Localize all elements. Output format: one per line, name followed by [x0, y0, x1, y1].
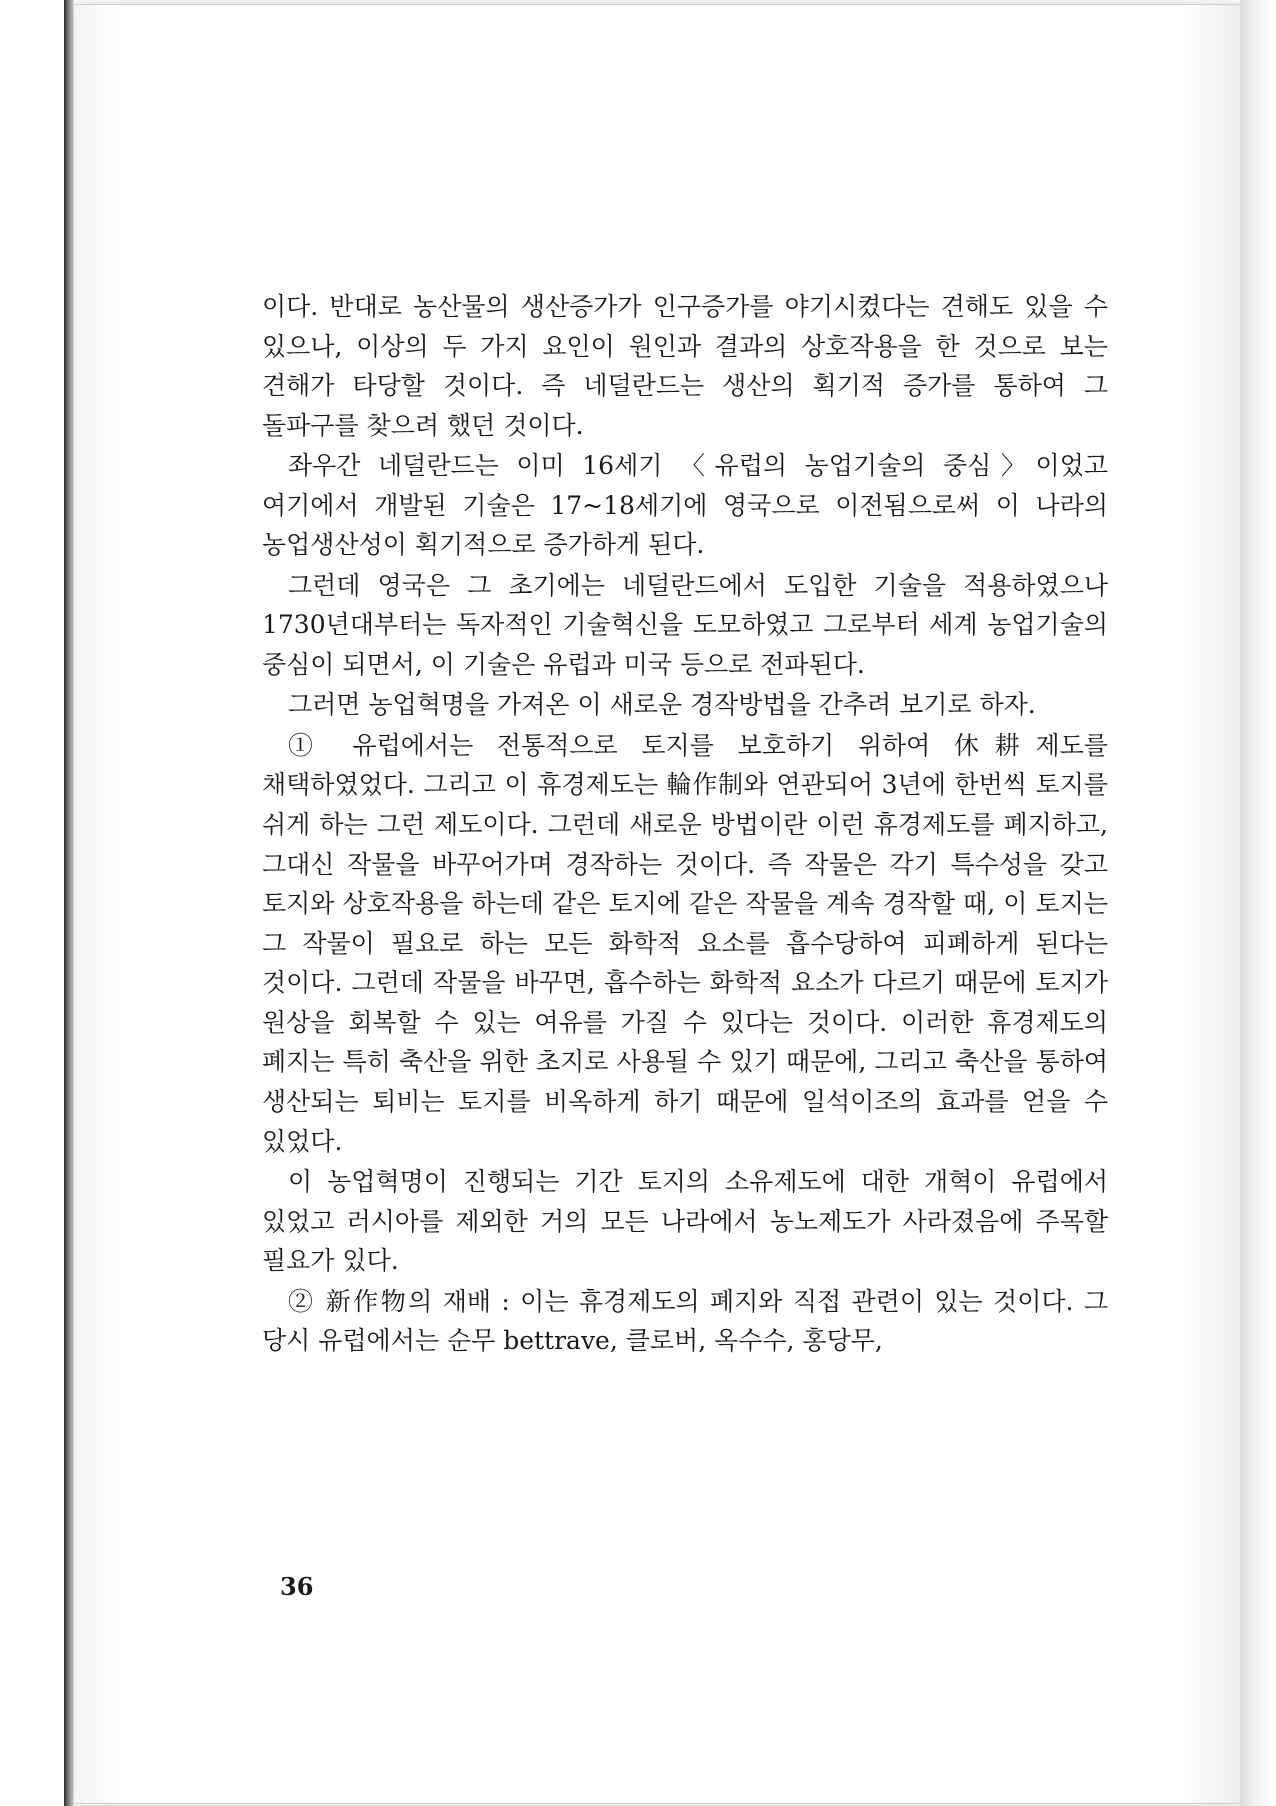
- paragraph: 이다. 반대로 농산물의 생산증가가 인구증가를 야기시켰다는 견해도 있을 수 있으나, 이상의 두 가지 요인이 원인과 결과의 상호작용을 한 것으로 보는 견해가 타당할 것이다. 즉 네덜란드는 생산의 획기적 증가를 통하여 그 돌파구를 찾으려 했던 것이다.: [262, 292, 1108, 440]
- paragraph: ② 新作物의 재배 : 이는 휴경제도의 폐지와 직접 관련이 있는 것이다. 그 당시 유럽에서는 순무 bettrave, 클로버, 옥수수, 홍당무,: [262, 1286, 1108, 1356]
- paragraph: 그러면 농업혁명을 가져온 이 새로운 경작방법을 간추려 보기로 하자.: [288, 690, 1036, 720]
- paragraph: 그런데 영국은 그 초기에는 네덜란드에서 도입한 기술을 적용하였으나 1730년대부터는 독자적인 기술혁신을 도모하였고 그로부터 세계 농업기술의 중심이 되면서, 이 기술은 유럽과 미국 등으로 전파된다.: [262, 570, 1108, 679]
- paragraph: ① 유럽에서는 전통적으로 토지를 보호하기 위하여 休耕제도를 채택하였었다. 그리고 이 휴경제도는 輪作制와 연관되어 3년에 한번씩 토지를 쉬게 하는 그런 제도이다. 그런데 새로운 방법이란 이런 휴경제도를 폐지하고, 그대신 작물을 바꾸어가며 경작하는 것이다. 즉 작물은 각기 특수성을 갖고 토지와 상호작용을 하는데 같은 토지에 같은 작물을 계속 경작할 때, 이 토지는 그 작물이 필요로 하는 모든 화학적 요소를 흡수당하여 피폐하게 된다는 것이다. 그런데 작물을 바꾸면, 흡수하는 화학적 요소가 다르기 때문에 토지가 원상을 회복할 수 있는 여유를 가질 수 있다는 것이다. 이러한 휴경제도의 폐지는 특히 축산을 위한 초지로 사용될 수 있기 때문에, 그리고 축산을 통하여 생산되는 퇴비는 토지를 비옥하게 하기 때문에 일석이조의 효과를 얻을 수 있었다.: [262, 730, 1108, 1156]
- book-spine: [64, 0, 74, 1806]
- paragraph: 좌우간 네덜란드는 이미 16세기 〈유럽의 농업기술의 중심〉이었고 여기에서 개발된 기술은 17~18세기에 영국으로 이전됨으로써 이 나라의 농업생산성이 획기적으로 증가하게 된다.: [262, 451, 1108, 560]
- paragraph: 이 농업혁명이 진행되는 기간 토지의 소유제도에 대한 개혁이 유럽에서 있었고 러시아를 제외한 거의 모든 나라에서 농노제도가 사라졌음에 주목할 필요가 있다.: [262, 1167, 1108, 1276]
- body-text: [262, 287, 1108, 1362]
- page-edge-shadow: [1240, 0, 1276, 1806]
- page-number: 36: [280, 1572, 314, 1601]
